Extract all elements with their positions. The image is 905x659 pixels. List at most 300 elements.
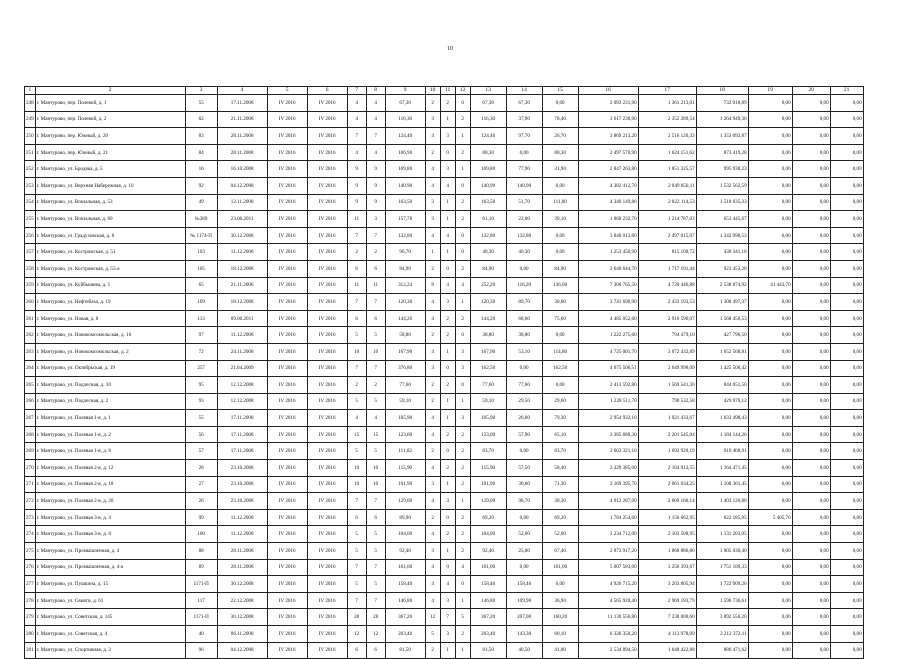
table-row: [25, 310, 864, 327]
table-cell: 3: [425, 111, 440, 128]
table-cell: IV 2016: [267, 128, 307, 145]
table-cell: 1 156 662,95: [638, 509, 696, 526]
table-cell: 77,90: [506, 161, 542, 178]
table-cell: 0,00: [506, 260, 542, 277]
table-cell: IV 2016: [267, 144, 307, 161]
address-cell: г. Мантурово, ул. Октябрьская, д. 19: [35, 360, 185, 377]
table-cell: IV 2016: [267, 576, 307, 593]
column-header: 18: [696, 87, 748, 95]
table-cell: IV 2016: [307, 559, 347, 576]
table-cell: 2: [440, 426, 455, 443]
table-cell: 80,30: [470, 144, 506, 161]
table-cell: 10: [347, 476, 366, 493]
table-cell: IV 2016: [267, 559, 307, 576]
table-cell: 4: [440, 177, 455, 194]
table-row: [25, 327, 864, 344]
table-cell: 163,50: [470, 194, 506, 211]
table-cell: 886 471,62: [696, 642, 748, 659]
table-cell: 0,00: [792, 493, 830, 510]
table-cell: 2 433 193,53: [638, 294, 696, 311]
table-cell: 1 568 456,53: [696, 310, 748, 327]
table-cell: 0,00: [542, 576, 578, 593]
table-cell: 2: [455, 509, 470, 526]
table-cell: 7: [347, 493, 366, 510]
table-cell: 367,20: [385, 609, 425, 626]
table-cell: 23.10.2008: [217, 460, 267, 477]
table-cell: 2: [440, 310, 455, 327]
column-header: 9: [385, 87, 425, 95]
table-cell: 29,50: [506, 393, 542, 410]
column-header: 1: [25, 87, 36, 95]
column-header: 17: [638, 87, 696, 95]
table-cell: 30,30: [542, 493, 578, 510]
table-cell: 0,00: [748, 410, 792, 427]
table-cell: IV 2016: [307, 343, 347, 360]
table-row: [25, 576, 864, 593]
table-cell: 61,10: [470, 211, 506, 228]
table-cell: 1 692 920,19: [638, 443, 696, 460]
table-cell: 26,70: [542, 128, 578, 145]
table-cell: 3: [440, 161, 455, 178]
table-cell: 123,00: [385, 426, 425, 443]
table-cell: 10: [347, 343, 366, 360]
table-cell: 104,00: [385, 526, 425, 543]
address-cell: г. Мантурово, пер. Южный, д. 20: [35, 128, 185, 145]
table-cell: 12.12.2008: [217, 377, 267, 394]
table-cell: 2 413 592,80: [578, 377, 638, 394]
table-cell: 17.11.2008: [217, 95, 267, 112]
address-cell: г. Мантурово, пер. Южный, д. 21: [35, 144, 185, 161]
table-cell: 0: [440, 509, 455, 526]
table-row: [25, 509, 864, 526]
table-cell: 0,00: [542, 327, 578, 344]
table-cell: 1 851 325,57: [638, 161, 696, 178]
table-cell: 4: [425, 592, 440, 609]
table-cell: 0,00: [748, 576, 792, 593]
table-cell: 2: [455, 144, 470, 161]
table-cell: 0,00: [748, 161, 792, 178]
table-cell: 2 497 015,07: [638, 227, 696, 244]
table-cell: 274: [25, 526, 36, 543]
table-cell: 9: [347, 194, 366, 211]
table-cell: 995 938,23: [696, 161, 748, 178]
table-cell: 89,70: [506, 294, 542, 311]
column-header: 7: [347, 87, 366, 95]
table-cell: 9: [366, 194, 385, 211]
table-cell: 2: [425, 642, 440, 659]
table-cell: 22,00: [506, 211, 542, 228]
table-cell: 0,00: [792, 360, 830, 377]
table-cell: 427 796,50: [696, 327, 748, 344]
table-cell: 257: [185, 360, 217, 377]
table-row: [25, 443, 864, 460]
table-cell: 1: [440, 211, 455, 228]
table-cell: IV 2016: [267, 277, 307, 294]
table-cell: 41,00: [542, 642, 578, 659]
table-cell: 2: [455, 194, 470, 211]
table-cell: 0,00: [792, 476, 830, 493]
table-cell: 1 264 949,36: [696, 111, 748, 128]
table-cell: 1 308 497,37: [696, 294, 748, 311]
table-cell: 93: [185, 393, 217, 410]
table-cell: 7: [347, 294, 366, 311]
table-cell: 0,00: [792, 526, 830, 543]
table-cell: 109: [185, 294, 217, 311]
table-cell: IV 2016: [307, 393, 347, 410]
table-cell: 2 873 917,20: [578, 543, 638, 560]
table-cell: IV 2016: [267, 377, 307, 394]
table-cell: 1 222 275,60: [578, 327, 638, 344]
table-cell: 278: [25, 592, 36, 609]
table-cell: 60,10: [542, 626, 578, 643]
table-cell: 0: [440, 144, 455, 161]
table-cell: 04.12.2008: [217, 642, 267, 659]
table-cell: 253: [25, 177, 36, 194]
table-cell: 0,00: [792, 294, 830, 311]
table-cell: 16: [185, 161, 217, 178]
table-cell: 23.06.2011: [217, 211, 267, 228]
table-cell: 0,00: [792, 426, 830, 443]
table-row: [25, 95, 864, 112]
table-cell: 1 214 787,03: [638, 211, 696, 228]
table-cell: 0,00: [506, 443, 542, 460]
table-cell: 0,00: [748, 260, 792, 277]
table-cell: IV 2016: [307, 592, 347, 609]
table-cell: 52,00: [542, 526, 578, 543]
table-cell: 7 238 000,60: [638, 609, 696, 626]
table-cell: 59,10: [470, 393, 506, 410]
table-cell: 0,00: [792, 95, 830, 112]
header-row: [25, 87, 864, 95]
table-cell: 1 596 736,61: [696, 592, 748, 609]
table-cell: 9: [347, 177, 366, 194]
table-cell: 0,00: [830, 161, 863, 178]
table-cell: 1 722 909,26: [696, 576, 748, 593]
table-cell: 18.12.2008: [217, 260, 267, 277]
table-cell: 2: [440, 377, 455, 394]
table-cell: 101,90: [385, 476, 425, 493]
table-cell: 120,30: [470, 294, 506, 311]
table-cell: 115,90: [470, 460, 506, 477]
table-cell: 30.12.2008: [217, 227, 267, 244]
table-cell: IV 2016: [307, 327, 347, 344]
table-cell: 5: [347, 327, 366, 344]
table-cell: 279: [25, 609, 36, 626]
table-cell: 84: [185, 144, 217, 161]
table-cell: 4: [366, 95, 385, 112]
table-cell: IV 2016: [307, 128, 347, 145]
table-cell: 0: [455, 227, 470, 244]
table-cell: 52,00: [506, 526, 542, 543]
table-cell: 0: [440, 559, 455, 576]
table-cell: 2: [455, 111, 470, 128]
table-cell: 268: [25, 426, 36, 443]
table-cell: 248: [25, 95, 36, 112]
table-cell: 873 419,28: [696, 144, 748, 161]
table-cell: 40,30: [506, 244, 542, 261]
table-cell: 23.10.2008: [217, 493, 267, 510]
table-cell: 4: [425, 526, 440, 543]
column-header: 16: [578, 87, 638, 95]
table-cell: 146,80: [470, 592, 506, 609]
table-cell: 2: [455, 626, 470, 643]
table-cell: 101,90: [470, 476, 506, 493]
table-row: [25, 277, 864, 294]
table-cell: 653 445,67: [696, 211, 748, 228]
table-cell: IV 2016: [267, 244, 307, 261]
table-cell: 258: [25, 260, 36, 277]
address-cell: г. Мантурово, ул. Советская, д. 4: [35, 626, 185, 643]
table-cell: IV 2016: [267, 443, 307, 460]
address-cell: г. Мантурово, ул. Спортивная, д. 2: [35, 642, 185, 659]
table-cell: 2: [455, 211, 470, 228]
address-cell: г. Мантурово, ул. Бродяка, д. 5: [35, 161, 185, 178]
table-cell: IV 2016: [307, 626, 347, 643]
table-cell: 105: [185, 260, 217, 277]
table-cell: 59,10: [385, 393, 425, 410]
table-cell: 0,00: [792, 244, 830, 261]
table-cell: 260: [25, 294, 36, 311]
table-cell: 28: [185, 460, 217, 477]
table-cell: 158,40: [470, 576, 506, 593]
table-cell: 58,40: [542, 460, 578, 477]
table-cell: 132,80: [385, 227, 425, 244]
table-cell: 0,00: [748, 443, 792, 460]
table-cell: 5: [347, 526, 366, 543]
table-cell: IV 2016: [267, 476, 307, 493]
table-cell: 146,80: [385, 592, 425, 609]
table-cell: 4: [425, 576, 440, 593]
table-cell: 71,30: [542, 476, 578, 493]
table-cell: IV 2016: [307, 426, 347, 443]
table-cell: IV 2016: [267, 260, 307, 277]
table-cell: 815 109,72: [638, 244, 696, 261]
table-cell: 252,20: [470, 277, 506, 294]
table-cell: 7: [347, 592, 366, 609]
table-cell: IV 2016: [267, 360, 307, 377]
table-cell: 0,00: [792, 310, 830, 327]
table-cell: 11.12.2008: [217, 327, 267, 344]
table-cell: 203,40: [470, 626, 506, 643]
table-cell: 3: [455, 360, 470, 377]
table-cell: 21.11.2008: [217, 277, 267, 294]
table-cell: 0,00: [506, 144, 542, 161]
table-cell: 4 725 001,70: [578, 343, 638, 360]
table-cell: 1: [455, 161, 470, 178]
table-cell: 2 649 998,09: [638, 360, 696, 377]
table-cell: 2 954 932,10: [578, 410, 638, 427]
table-cell: 30.12.2008: [217, 576, 267, 593]
table-cell: 3 203 805,94: [638, 576, 696, 593]
table-cell: 5: [366, 526, 385, 543]
address-cell: г. Мантурово, ул. Полевая 1-я, д. 8: [35, 443, 185, 460]
table-cell: 249: [25, 111, 36, 128]
table-cell: 15: [366, 426, 385, 443]
table-cell: 0: [455, 377, 470, 394]
table-cell: 124,40: [470, 128, 506, 145]
table-cell: 0,00: [830, 393, 863, 410]
table-row: [25, 493, 864, 510]
table-cell: 6: [347, 260, 366, 277]
table-cell: 2: [455, 526, 470, 543]
table-row: [25, 260, 864, 277]
table-cell: 144,20: [385, 310, 425, 327]
table-cell: 0,00: [748, 476, 792, 493]
table-cell: 7: [366, 227, 385, 244]
table-cell: 0,00: [792, 177, 830, 194]
table-cell: 17.11.2008: [217, 426, 267, 443]
table-cell: 40,50: [506, 642, 542, 659]
table-cell: 06.11.2008: [217, 626, 267, 643]
table-row: [25, 360, 864, 377]
table-cell: 1: [440, 393, 455, 410]
table-cell: 1 652 568,81: [696, 343, 748, 360]
table-cell: 0,00: [792, 111, 830, 128]
table-cell: 28: [347, 609, 366, 626]
table-cell: 144,20: [470, 310, 506, 327]
table-cell: 4 113 978,09: [638, 626, 696, 643]
table-cell: 65,10: [542, 426, 578, 443]
address-cell: г. Мантурово, ул. Свияги, д. 61: [35, 592, 185, 609]
table-cell: 4: [425, 161, 440, 178]
table-cell: 4 720 446,88: [638, 277, 696, 294]
table-cell: 11.12.2008: [217, 509, 267, 526]
table-cell: 0: [455, 327, 470, 344]
table-cell: 0: [455, 576, 470, 593]
address-cell: г. Мантурово, ул. Нефтебаза, д. 19: [35, 294, 185, 311]
table-cell: 0,00: [830, 526, 863, 543]
address-cell: г. Мантурово, ул. Новая, д. 8: [35, 310, 185, 327]
table-cell: 92,40: [470, 543, 506, 560]
table-cell: 0,00: [792, 410, 830, 427]
table-cell: 1 569 541,30: [638, 377, 696, 394]
address-cell: г. Мантурово, ул. Промышленная, д. 4-а: [35, 559, 185, 576]
table-cell: IV 2016: [267, 327, 307, 344]
address-cell: г. Мантурово, ул. Полевая 3-я, д. 8: [35, 526, 185, 543]
table-cell: 41 443,70: [748, 277, 792, 294]
table-cell: 15: [347, 426, 366, 443]
table-cell: 1 717 191,44: [638, 260, 696, 277]
table-cell: 79,30: [542, 410, 578, 427]
table-cell: 5 007 583,00: [578, 559, 638, 576]
table-cell: 2: [455, 476, 470, 493]
table-cell: 0: [440, 443, 455, 460]
table-cell: 2: [425, 393, 440, 410]
table-cell: 1 403 126,86: [696, 493, 748, 510]
table-cell: 2: [425, 260, 440, 277]
table-cell: 161,00: [385, 559, 425, 576]
table-cell: 1171-П: [185, 576, 217, 593]
table-cell: 0,00: [792, 559, 830, 576]
table-cell: 1 005 030,40: [696, 543, 748, 560]
table-cell: 143,30: [506, 626, 542, 643]
table-cell: IV 2016: [267, 642, 307, 659]
table-cell: 207,00: [506, 609, 542, 626]
table-cell: 111,80: [542, 194, 578, 211]
table-cell: 132,80: [506, 227, 542, 244]
table-cell: 0,00: [830, 626, 863, 643]
table-cell: 2 201 545,04: [638, 426, 696, 443]
table-cell: 4: [347, 111, 366, 128]
table-cell: 5: [347, 543, 366, 560]
column-header: 13: [470, 87, 506, 95]
table-cell: 272: [25, 493, 36, 510]
table-cell: 0,00: [542, 377, 578, 394]
table-cell: IV 2016: [307, 410, 347, 427]
table-cell: IV 2016: [307, 294, 347, 311]
table-cell: 115,90: [385, 460, 425, 477]
table-cell: 18.12.2008: [217, 294, 267, 311]
table-cell: 96: [185, 642, 217, 659]
table-cell: 262: [25, 327, 36, 344]
table-cell: 0,00: [830, 260, 863, 277]
table-cell: 10: [366, 476, 385, 493]
table-cell: 83,70: [470, 443, 506, 460]
table-cell: 0,00: [748, 111, 792, 128]
table-row: [25, 161, 864, 178]
table-cell: 0,00: [748, 343, 792, 360]
table-cell: 0,00: [792, 260, 830, 277]
table-cell: IV 2016: [307, 95, 347, 112]
table-cell: 3: [440, 592, 455, 609]
table-cell: 251: [25, 144, 36, 161]
table-row: [25, 476, 864, 493]
table-cell: 265: [25, 377, 36, 394]
table-cell: 6: [366, 509, 385, 526]
table-cell: 2 212 372,11: [696, 626, 748, 643]
table-cell: 1: [455, 493, 470, 510]
table-cell: 68,60: [506, 310, 542, 327]
table-cell: 2 916 596,07: [638, 310, 696, 327]
address-cell: г. Мантурово, ул. Новокомсомольская, д. 16: [35, 327, 185, 344]
table-row: [25, 343, 864, 360]
table-cell: 281: [25, 642, 36, 659]
table-cell: 264: [25, 360, 36, 377]
table-cell: 0,00: [830, 227, 863, 244]
table-cell: 30,60: [506, 476, 542, 493]
table-cell: 4: [440, 576, 455, 593]
table-cell: 0: [455, 177, 470, 194]
table-cell: 1 518 035,33: [696, 194, 748, 211]
table-cell: 2: [455, 443, 470, 460]
table-cell: 56: [185, 426, 217, 443]
table-cell: IV 2016: [267, 111, 307, 128]
table-cell: 2 603 321,10: [578, 443, 638, 460]
table-cell: 106,90: [385, 144, 425, 161]
table-cell: 4 075 506,51: [578, 360, 638, 377]
table-cell: IV 2016: [307, 443, 347, 460]
table-cell: 2: [440, 327, 455, 344]
table-cell: 269: [25, 443, 36, 460]
table-cell: 75,60: [542, 310, 578, 327]
table-cell: 7: [347, 360, 366, 377]
table-cell: 9: [366, 161, 385, 178]
table-cell: 1 532 562,59: [696, 177, 748, 194]
table-cell: 2: [425, 95, 440, 112]
table-cell: 109,90: [506, 592, 542, 609]
table-cell: 117: [185, 592, 217, 609]
table-cell: 98,70: [506, 493, 542, 510]
table-cell: 0,00: [830, 410, 863, 427]
table-cell: 0,00: [748, 310, 792, 327]
table-cell: 0,00: [792, 642, 830, 659]
table-cell: №389: [185, 211, 217, 228]
table-cell: 0,00: [792, 377, 830, 394]
table-cell: 7: [366, 360, 385, 377]
table-cell: 9: [366, 177, 385, 194]
table-cell: 6: [366, 642, 385, 659]
table-cell: 77,60: [385, 377, 425, 394]
